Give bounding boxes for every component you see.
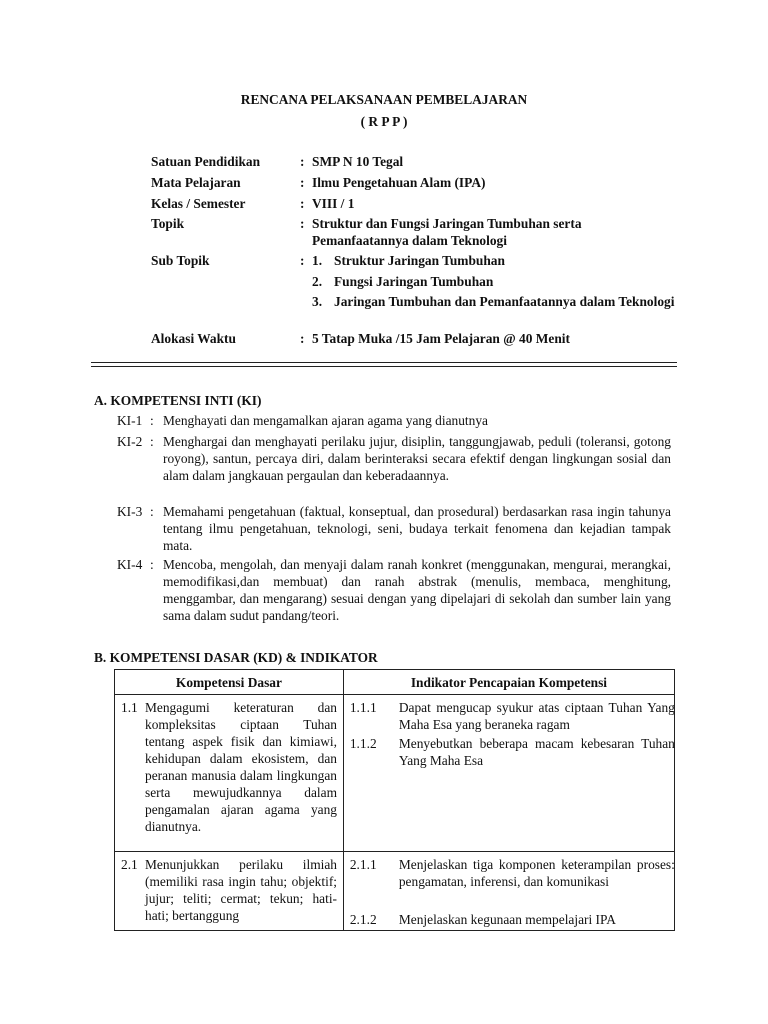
ki-code: KI-4 <box>117 557 143 572</box>
table-header-row <box>115 670 675 695</box>
identity-colon: : <box>300 154 305 169</box>
identity-value: Struktur dan Fungsi Jaringan Tumbuhan serta Pemanfaatannya dalam Teknologi <box>312 216 582 248</box>
ki-colon: : <box>150 557 154 572</box>
indicator-cell <box>343 852 674 931</box>
indicator-number: 1.1.1 <box>349 700 377 715</box>
kd-number: 1.1 <box>121 700 138 715</box>
sub-topik-text: Jaringan Tumbuhan dan Pemanfaatannya dalam Teknologi <box>334 294 675 309</box>
identity-value: SMP N 10 Tegal <box>312 154 404 169</box>
ki-text: Menghargai dan menghayati perilaku jujur, disiplin, tanggungjawab, peduli (toleransi, gotong royong), santun, percaya diri, dalam berinteraksi secara efektif dengan lingkungan sosial dan alam dalam jangkauan pergaulan dan keberadaannya. <box>163 434 671 483</box>
section-a-heading: A. KOMPETENSI INTI (KI) <box>94 393 262 408</box>
identity-label: Mata Pelajaran <box>151 175 241 190</box>
sub-topik-text: Fungsi Jaringan Tumbuhan <box>334 274 494 289</box>
ki-colon: : <box>150 434 154 449</box>
identity-colon: : <box>300 253 305 268</box>
identity-colon: : <box>300 175 305 190</box>
sub-topik-num: 2. <box>312 274 323 289</box>
identity-value: 5 Tatap Muka /15 Jam Pelajaran @ 40 Menit <box>312 331 570 346</box>
ki-code: KI-2 <box>117 434 143 449</box>
indicator-text: Menjelaskan kegunaan mempelajari IPA <box>398 912 616 927</box>
sub-topik-num: 3. <box>312 294 323 309</box>
kd-text: Mengagumi keteraturan dan kompleksitas ciptaan Tuhan tentang aspek fisik dan kimiawi, kehidupan dalam ekosistem, dan peranan manusia dalam lingkungan serta mewujudkannya dalam pengamalan ajaran agama yang dianutnya. <box>145 700 337 834</box>
ki-code: KI-1 <box>117 413 143 428</box>
indicator-text: Dapat mengucap syukur atas ciptaan Tuhan Yang Maha Esa yang beraneka ragam <box>398 700 675 732</box>
sub-topik-label: Sub Topik <box>151 253 210 268</box>
sub-topik-text: Struktur Jaringan Tumbuhan <box>334 253 505 268</box>
table-row <box>115 852 675 931</box>
document-subtitle: ( R P P ) <box>360 114 408 129</box>
ki-colon: : <box>150 504 154 519</box>
header-kompetensi-dasar: Kompetensi Dasar <box>115 670 344 695</box>
indicator-number: 2.1.1 <box>349 857 377 872</box>
header-indikator: Indikator Pencapaian Kompetensi <box>343 670 674 695</box>
divider-line <box>91 366 677 367</box>
indicator-cell <box>343 695 674 852</box>
identity-label: Topik <box>151 216 185 231</box>
identity-label: Kelas / Semester <box>151 196 246 211</box>
indicator-number: 1.1.2 <box>349 736 377 751</box>
identity-colon: : <box>300 196 305 211</box>
section-b-heading: B. KOMPETENSI DASAR (KD) & INDIKATOR <box>94 650 378 665</box>
kd-number: 2.1 <box>121 857 138 872</box>
ki-code: KI-3 <box>117 504 143 519</box>
ki-colon: : <box>150 413 154 428</box>
document-title: RENCANA PELAKSANAAN PEMBELAJARAN <box>240 92 528 107</box>
ki-text: Memahami pengetahuan (faktual, konseptual, dan prosedural) berdasarkan rasa ingin tahunya tentang ilmu pengetahuan, teknologi, seni, budaya terkait fenomena dan kejadian tampak mata. <box>163 504 671 553</box>
sub-topik-num: 1. <box>312 253 323 268</box>
identity-colon: : <box>300 331 305 346</box>
table-row <box>115 695 675 852</box>
ki-text: Menghayati dan mengamalkan ajaran agama yang dianutnya <box>163 413 488 428</box>
identity-label: Alokasi Waktu <box>151 331 236 346</box>
indicator-text: Menyebutkan beberapa macam kebesaran Tuhan Yang Maha Esa <box>398 736 675 768</box>
indicator-text: Menjelaskan tiga komponen keterampilan proses: pengamatan, inferensi, dan komunikasi <box>398 857 675 889</box>
identity-value: Ilmu Pengetahuan Alam (IPA) <box>312 175 486 190</box>
kd-indicator-table <box>114 669 675 931</box>
identity-colon: : <box>300 216 305 231</box>
kd-cell <box>115 852 344 931</box>
identity-value: VIII / 1 <box>312 196 355 211</box>
kd-text: Menunjukkan perilaku ilmiah (memiliki rasa ingin tahu; objektif; jujur; teliti; cermat; tekun; hati-hati; bertanggung <box>145 857 337 923</box>
kd-cell <box>115 695 344 852</box>
divider-line <box>91 362 677 363</box>
identity-label: Satuan Pendidikan <box>151 154 261 169</box>
ki-text: Mencoba, mengolah, dan menyaji dalam ranah konkret (menggunakan, mengurai, merangkai, memodifikasi,dan membuat) dan ranah abstrak (menulis, membaca, menghitung, menggambar, dan mengarang) sesuai dengan yang dipelajari di sekolah dan sumber lain yang sama dalam sudut pandang/teori. <box>163 557 671 623</box>
indicator-number: 2.1.2 <box>349 912 377 927</box>
